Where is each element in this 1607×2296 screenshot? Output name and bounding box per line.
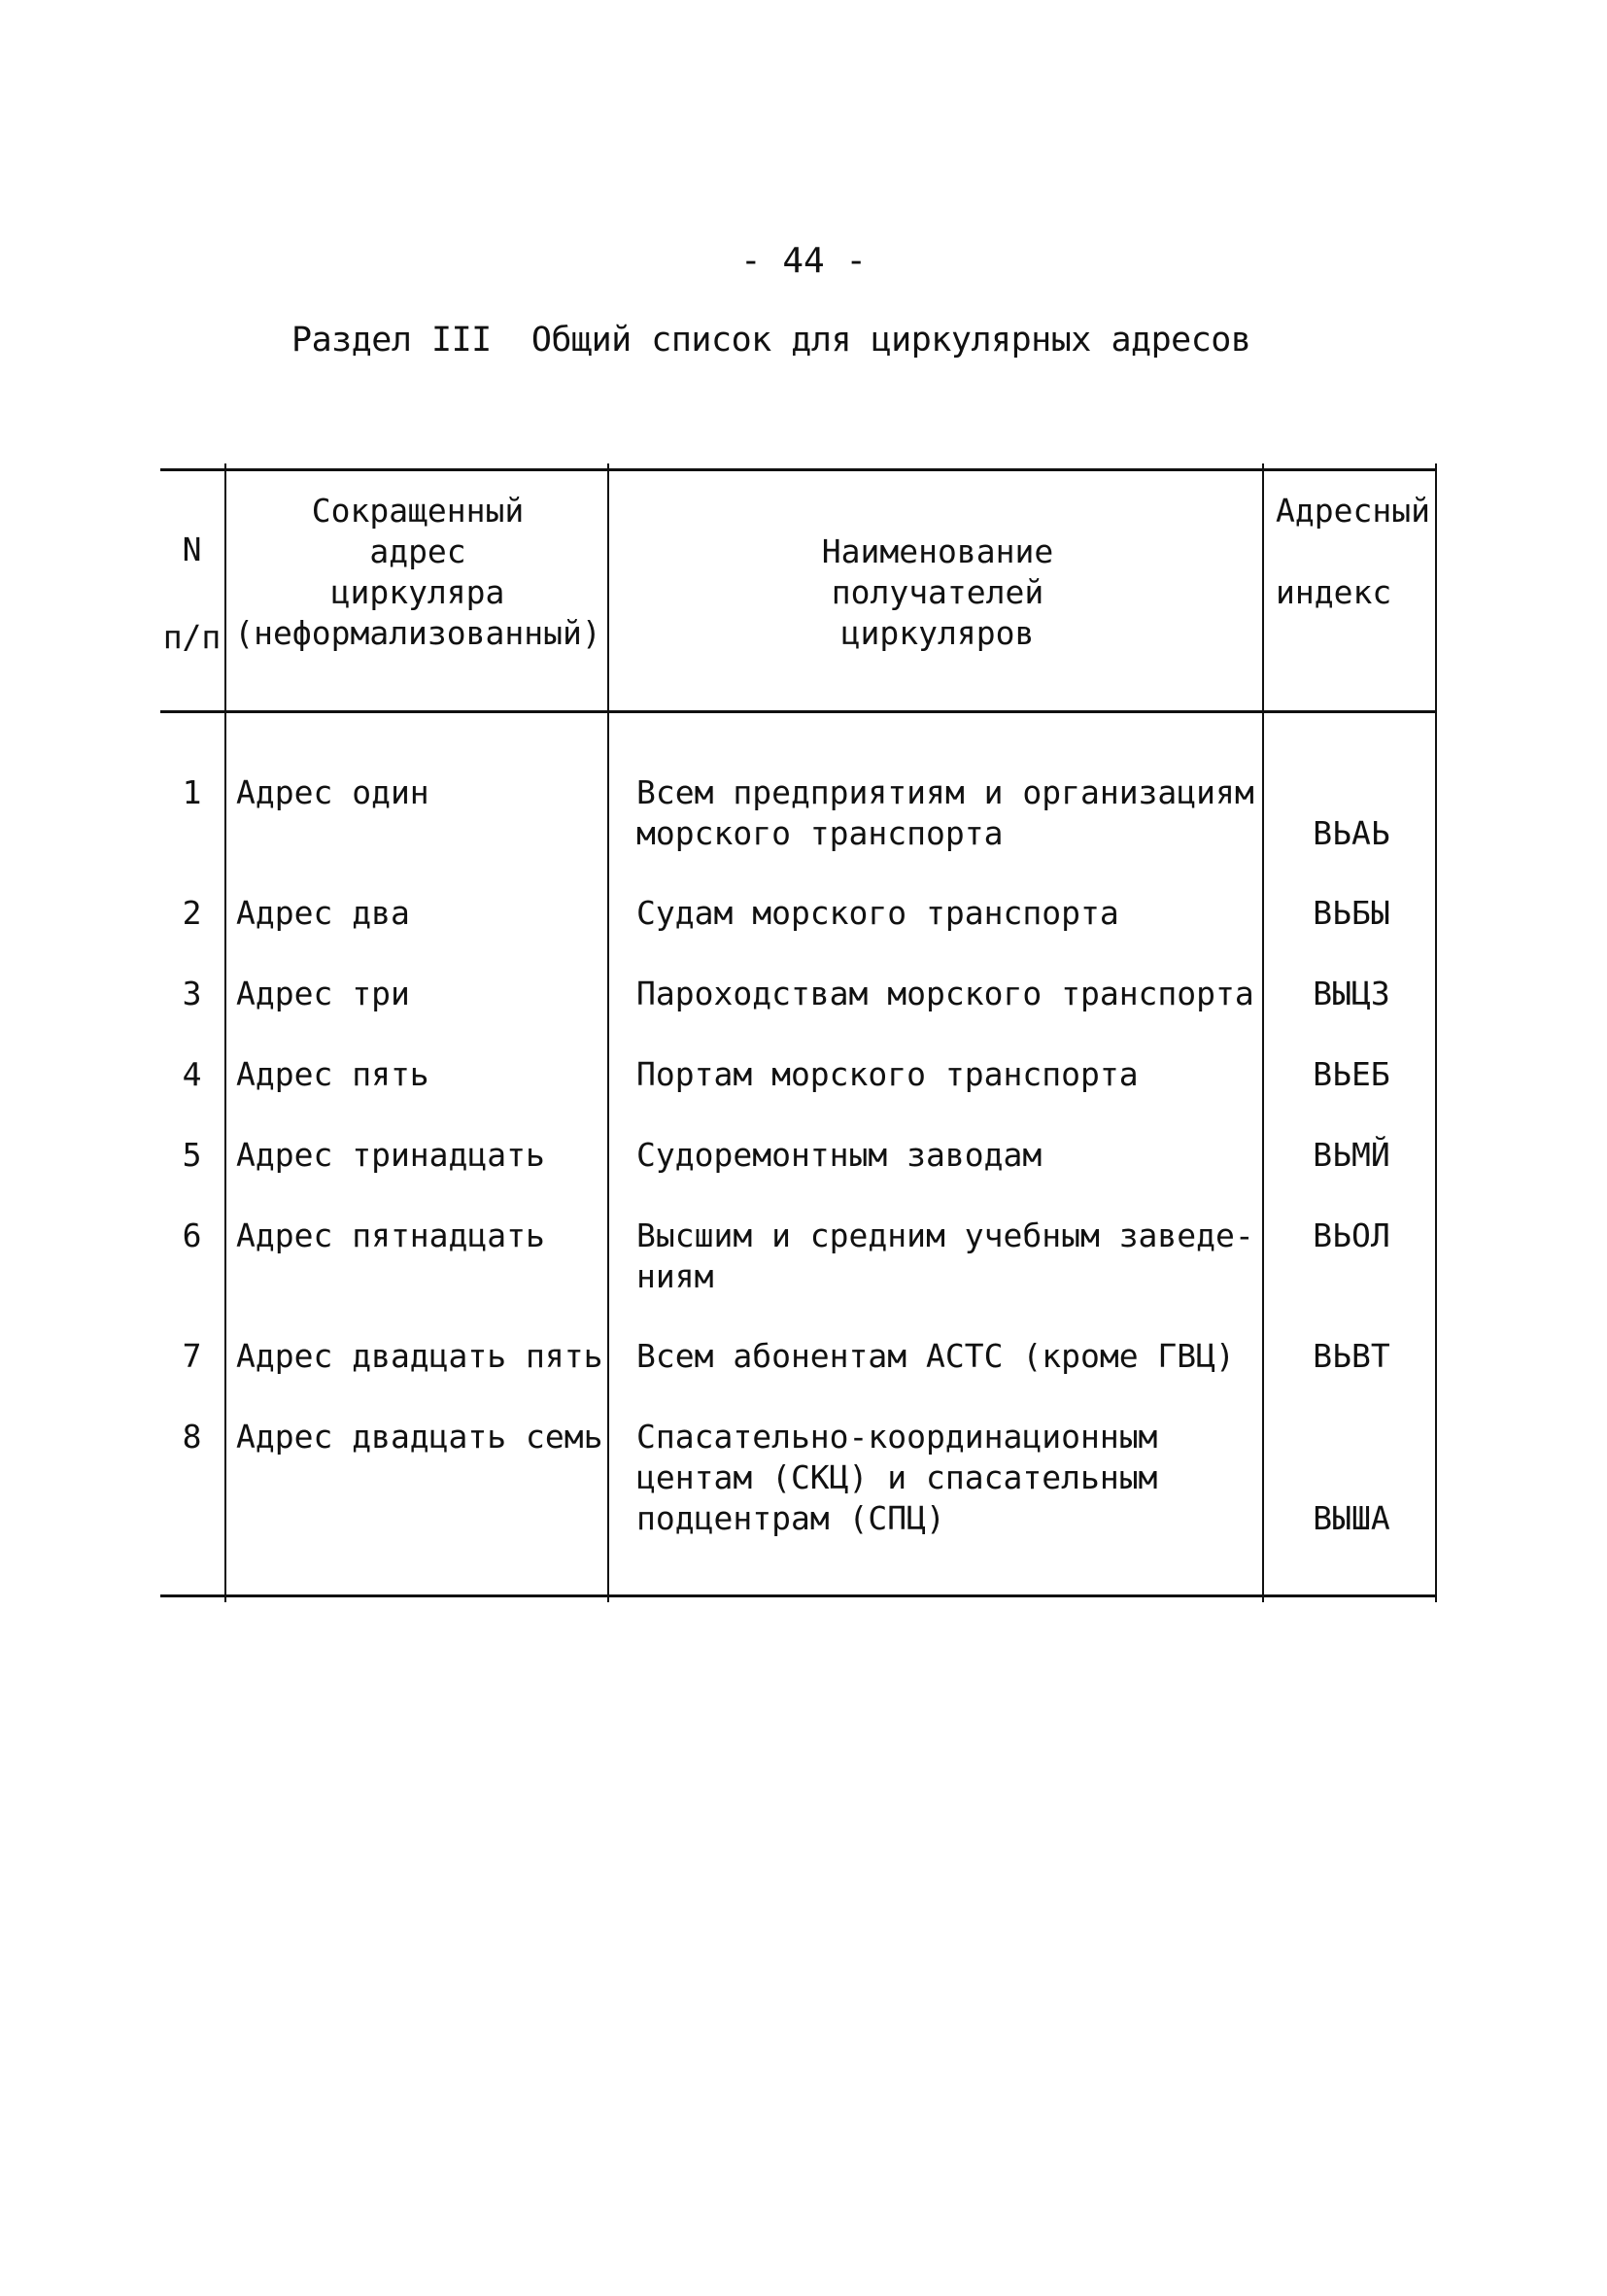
row-1-address: Адрес один <box>236 773 429 811</box>
row-3-num: 3 <box>182 975 202 1012</box>
header-address: Сокращенный адрес циркуляра (неформализованный) <box>234 492 601 652</box>
page-number: - 44 - <box>739 241 868 281</box>
row-2-address: Адрес два <box>236 894 410 932</box>
row-8-address: Адрес двадцать семь <box>236 1418 603 1456</box>
row-6-index: ВЬОЛ <box>1313 1217 1390 1254</box>
row-7-num: 7 <box>182 1337 202 1375</box>
row-6-num: 6 <box>182 1217 202 1254</box>
row-7-index: ВЬВТ <box>1313 1337 1390 1375</box>
row-2-num: 2 <box>182 894 202 932</box>
header-index: Адресный индекс <box>1276 492 1430 611</box>
row-4-recipients: Портам морского транспорта <box>636 1055 1139 1093</box>
section-title: Раздел III Общий список для циркулярных адресов <box>291 321 1251 360</box>
header-recipients: Наименование получателей циркуляров <box>821 532 1054 652</box>
row-3-address: Адрес три <box>236 975 410 1012</box>
row-2-recipients: Судам морского транспорта <box>636 894 1119 932</box>
row-6-recipients: Высшим и средним учебным заведе- ниям <box>636 1217 1254 1295</box>
row-4-index: ВЬЕБ <box>1313 1055 1390 1093</box>
row-7-recipients: Всем абонентам АСТС (кроме ГВЦ) <box>636 1337 1235 1375</box>
row-4-address: Адрес пять <box>236 1055 429 1093</box>
circular-address-table <box>160 468 1437 1597</box>
row-8-recipients: Спасательно-координационным центам (СКЦ) и спасательным подцентрам (СПЦ) <box>636 1418 1158 1537</box>
row-5-num: 5 <box>182 1136 202 1174</box>
row-1-num: 1 <box>182 773 202 811</box>
row-5-recipients: Судоремонтным заводам <box>636 1136 1043 1174</box>
header-num: N <box>182 531 202 568</box>
row-7-address: Адрес двадцать пять <box>236 1337 603 1375</box>
row-1-index: ВЬАЬ <box>1313 814 1390 852</box>
row-8-index: ВЫША <box>1313 1499 1390 1537</box>
row-3-recipients: Пароходствам морского транспорта <box>636 975 1254 1012</box>
column-divider <box>224 463 226 1602</box>
row-5-address: Адрес тринадцать <box>236 1136 545 1174</box>
row-5-index: ВЬМЙ <box>1313 1136 1390 1174</box>
row-3-index: ВЫЦЗ <box>1313 975 1390 1012</box>
row-8-num: 8 <box>182 1418 202 1456</box>
row-4-num: 4 <box>182 1055 202 1093</box>
table-right-border <box>1435 463 1437 1602</box>
header-divider <box>160 710 1437 713</box>
row-6-address: Адрес пятнадцать <box>236 1217 545 1254</box>
row-2-index: ВЬБЫ <box>1313 894 1390 932</box>
row-1-recipients: Всем предприятиям и организациям морского транспорта <box>636 773 1254 852</box>
header-num-sub: п/п <box>162 618 222 656</box>
